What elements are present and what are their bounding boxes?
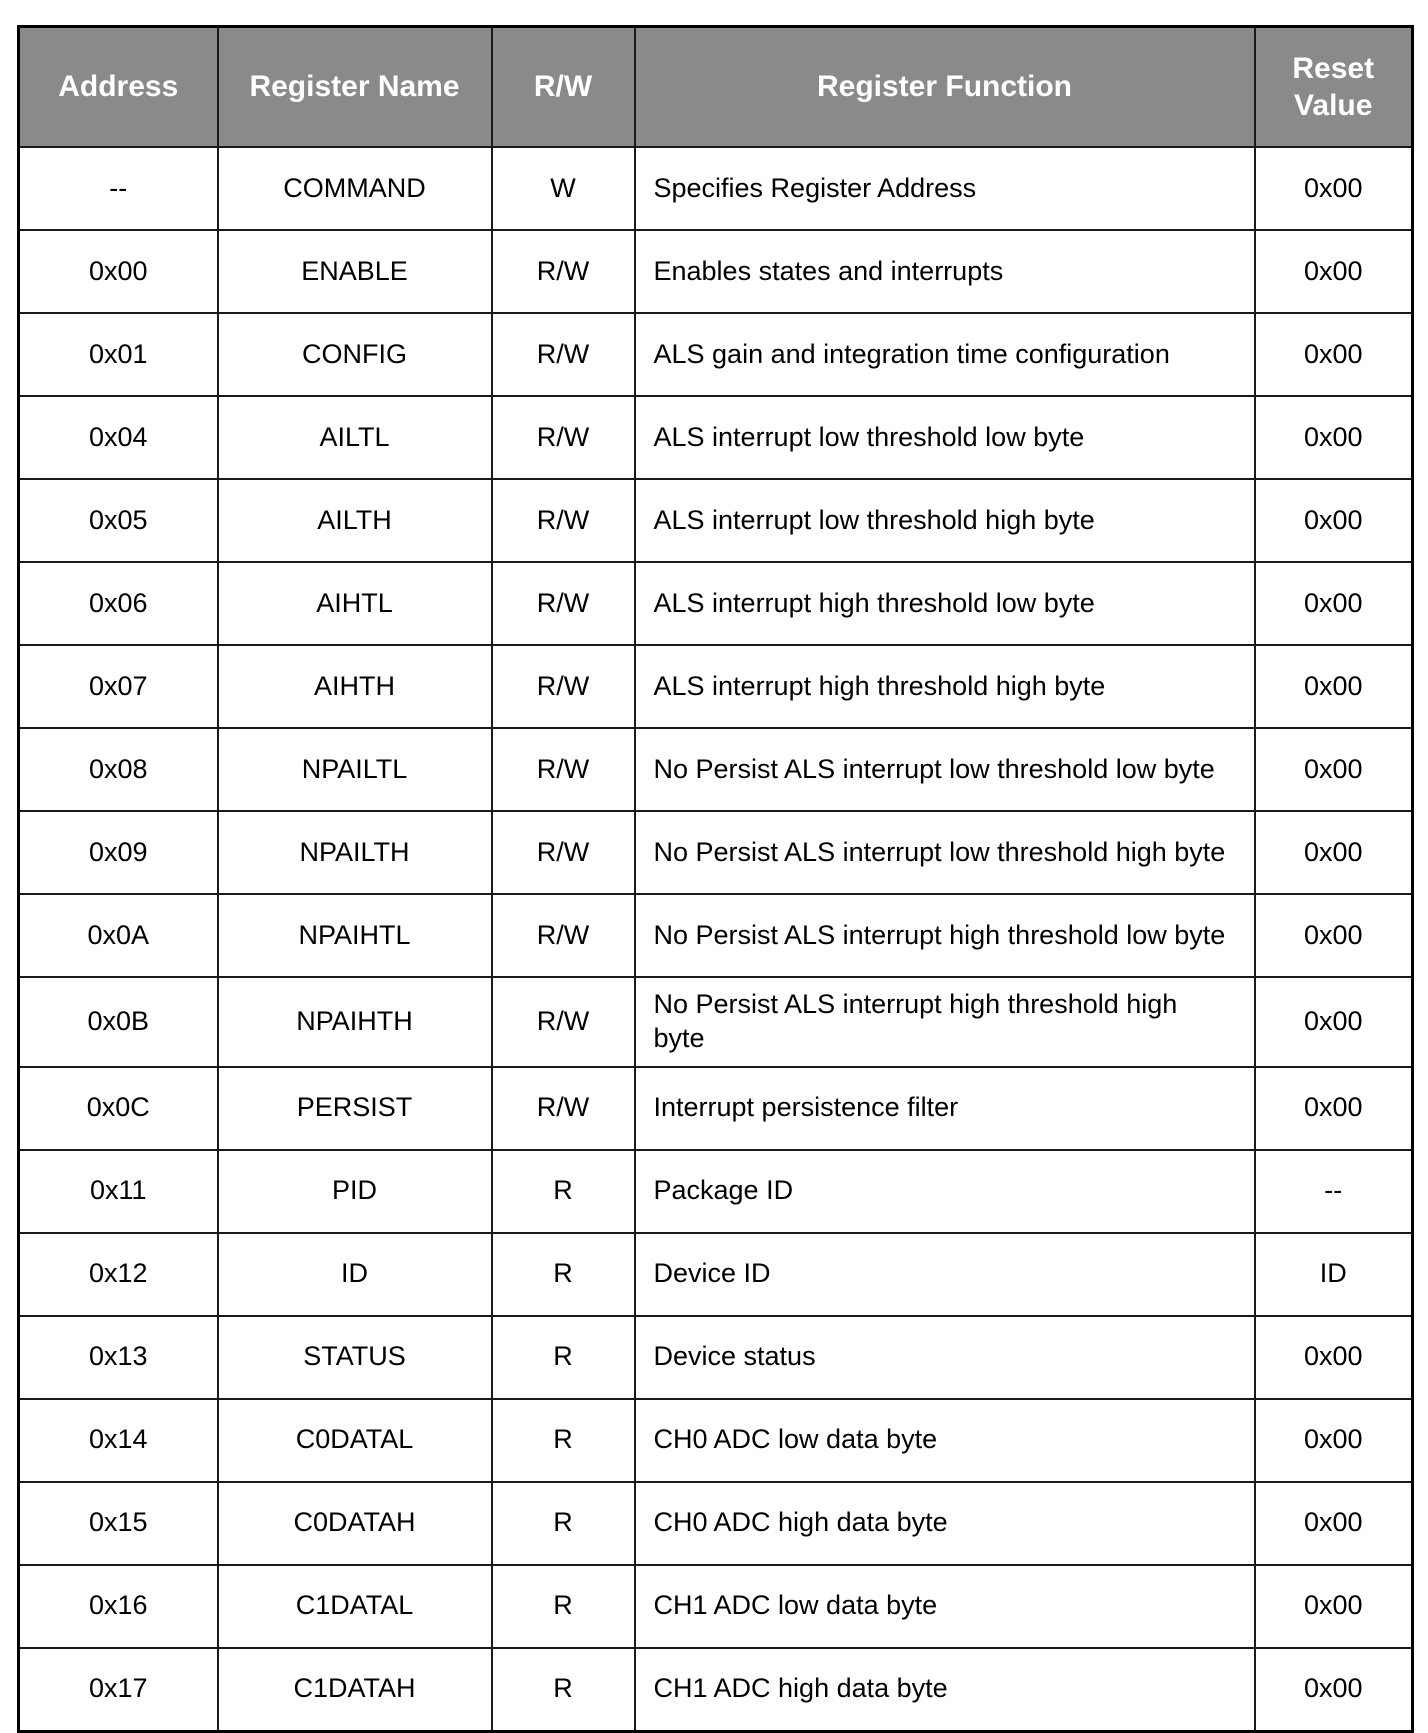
table-row xyxy=(19,1150,1413,1233)
cell-reset: 0x00 xyxy=(1255,479,1413,562)
cell-function: Enables states and interrupts xyxy=(635,230,1255,313)
cell-name: STATUS xyxy=(218,1316,492,1399)
cell-function: No Persist ALS interrupt high threshold high byte xyxy=(635,977,1255,1067)
cell-address: 0x13 xyxy=(19,1316,218,1399)
table-row xyxy=(19,1316,1413,1399)
cell-reset: 0x00 xyxy=(1255,728,1413,811)
cell-rw: R xyxy=(492,1648,635,1732)
cell-reset: 0x00 xyxy=(1255,313,1413,396)
cell-function: Device ID xyxy=(635,1233,1255,1316)
cell-name: PERSIST xyxy=(218,1067,492,1150)
cell-function: ALS interrupt low threshold high byte xyxy=(635,479,1255,562)
cell-address: 0x11 xyxy=(19,1150,218,1233)
cell-function: No Persist ALS interrupt low threshold high byte xyxy=(635,811,1255,894)
cell-address: 0x14 xyxy=(19,1399,218,1482)
cell-address: 0x12 xyxy=(19,1233,218,1316)
cell-address: 0x06 xyxy=(19,562,218,645)
cell-function: CH0 ADC low data byte xyxy=(635,1399,1255,1482)
cell-reset: 0x00 xyxy=(1255,562,1413,645)
cell-function: No Persist ALS interrupt low threshold low byte xyxy=(635,728,1255,811)
table-row xyxy=(19,1399,1413,1482)
cell-rw: R xyxy=(492,1233,635,1316)
table-header xyxy=(19,27,1413,148)
header-reset-value: Reset Value xyxy=(1255,27,1413,148)
cell-address: 0x07 xyxy=(19,645,218,728)
cell-name: PID xyxy=(218,1150,492,1233)
cell-reset: 0x00 xyxy=(1255,1316,1413,1399)
cell-address: 0x04 xyxy=(19,396,218,479)
cell-address: 0x09 xyxy=(19,811,218,894)
table-row xyxy=(19,728,1413,811)
cell-rw: R xyxy=(492,1565,635,1648)
cell-rw: R/W xyxy=(492,479,635,562)
cell-address: 0x00 xyxy=(19,230,218,313)
cell-name: NPAIHTL xyxy=(218,894,492,977)
cell-rw: R/W xyxy=(492,894,635,977)
table-row xyxy=(19,894,1413,977)
cell-name: C0DATAH xyxy=(218,1482,492,1565)
table-row xyxy=(19,562,1413,645)
cell-reset: 0x00 xyxy=(1255,977,1413,1067)
cell-rw: R/W xyxy=(492,977,635,1067)
cell-function: ALS interrupt low threshold low byte xyxy=(635,396,1255,479)
cell-function: CH1 ADC high data byte xyxy=(635,1648,1255,1732)
cell-rw: R xyxy=(492,1316,635,1399)
cell-reset: 0x00 xyxy=(1255,147,1413,230)
cell-name: AILTL xyxy=(218,396,492,479)
table-row xyxy=(19,1233,1413,1316)
cell-rw: R/W xyxy=(492,396,635,479)
cell-rw: R xyxy=(492,1482,635,1565)
cell-address: 0x0B xyxy=(19,977,218,1067)
cell-reset: 0x00 xyxy=(1255,230,1413,313)
table-row xyxy=(19,396,1413,479)
table-row xyxy=(19,230,1413,313)
cell-name: AILTH xyxy=(218,479,492,562)
cell-reset: 0x00 xyxy=(1255,1565,1413,1648)
cell-address: -- xyxy=(19,147,218,230)
cell-name: NPAILTL xyxy=(218,728,492,811)
cell-reset: 0x00 xyxy=(1255,396,1413,479)
table-row xyxy=(19,313,1413,396)
table-row xyxy=(19,479,1413,562)
cell-rw: R/W xyxy=(492,230,635,313)
cell-address: 0x0C xyxy=(19,1067,218,1150)
register-map-table xyxy=(17,25,1414,1733)
cell-rw: R/W xyxy=(492,811,635,894)
cell-function: No Persist ALS interrupt high threshold low byte xyxy=(635,894,1255,977)
cell-address: 0x17 xyxy=(19,1648,218,1732)
table-row xyxy=(19,147,1413,230)
cell-address: 0x15 xyxy=(19,1482,218,1565)
cell-rw: R/W xyxy=(492,728,635,811)
cell-address: 0x16 xyxy=(19,1565,218,1648)
cell-rw: R xyxy=(492,1399,635,1482)
cell-function: Device status xyxy=(635,1316,1255,1399)
cell-rw: R/W xyxy=(492,1067,635,1150)
cell-address: 0x01 xyxy=(19,313,218,396)
header-register-function: Register Function xyxy=(635,27,1255,148)
header-row xyxy=(19,27,1413,148)
table-body xyxy=(19,147,1413,1731)
cell-reset: 0x00 xyxy=(1255,1399,1413,1482)
cell-name: AIHTH xyxy=(218,645,492,728)
cell-function: Package ID xyxy=(635,1150,1255,1233)
cell-reset: 0x00 xyxy=(1255,1067,1413,1150)
cell-function: ALS interrupt high threshold high byte xyxy=(635,645,1255,728)
cell-name: NPAIHTH xyxy=(218,977,492,1067)
header-register-name: Register Name xyxy=(218,27,492,148)
table-row xyxy=(19,1565,1413,1648)
cell-name: ID xyxy=(218,1233,492,1316)
cell-function: ALS gain and integration time configuration xyxy=(635,313,1255,396)
cell-name: CONFIG xyxy=(218,313,492,396)
header-address: Address xyxy=(19,27,218,148)
cell-rw: R/W xyxy=(492,562,635,645)
table-row xyxy=(19,645,1413,728)
cell-function: ALS interrupt high threshold low byte xyxy=(635,562,1255,645)
cell-reset: 0x00 xyxy=(1255,645,1413,728)
cell-name: C1DATAL xyxy=(218,1565,492,1648)
table-row xyxy=(19,977,1413,1067)
table-row xyxy=(19,1067,1413,1150)
cell-reset: 0x00 xyxy=(1255,894,1413,977)
cell-rw: R/W xyxy=(492,645,635,728)
table-row xyxy=(19,1648,1413,1732)
table-row xyxy=(19,811,1413,894)
cell-reset: 0x00 xyxy=(1255,1482,1413,1565)
cell-name: ENABLE xyxy=(218,230,492,313)
cell-address: 0x05 xyxy=(19,479,218,562)
cell-reset: 0x00 xyxy=(1255,1648,1413,1732)
cell-function: CH0 ADC high data byte xyxy=(635,1482,1255,1565)
cell-function: CH1 ADC low data byte xyxy=(635,1565,1255,1648)
cell-name: NPAILTH xyxy=(218,811,492,894)
cell-reset: ID xyxy=(1255,1233,1413,1316)
cell-rw: W xyxy=(492,147,635,230)
cell-function: Specifies Register Address xyxy=(635,147,1255,230)
cell-address: 0x0A xyxy=(19,894,218,977)
cell-reset: 0x00 xyxy=(1255,811,1413,894)
header-rw: R/W xyxy=(492,27,635,148)
cell-reset: -- xyxy=(1255,1150,1413,1233)
cell-name: C0DATAL xyxy=(218,1399,492,1482)
cell-rw: R/W xyxy=(492,313,635,396)
table-row xyxy=(19,1482,1413,1565)
cell-name: AIHTL xyxy=(218,562,492,645)
cell-address: 0x08 xyxy=(19,728,218,811)
cell-name: C1DATAH xyxy=(218,1648,492,1732)
cell-rw: R xyxy=(492,1150,635,1233)
cell-name: COMMAND xyxy=(218,147,492,230)
cell-function: Interrupt persistence filter xyxy=(635,1067,1255,1150)
